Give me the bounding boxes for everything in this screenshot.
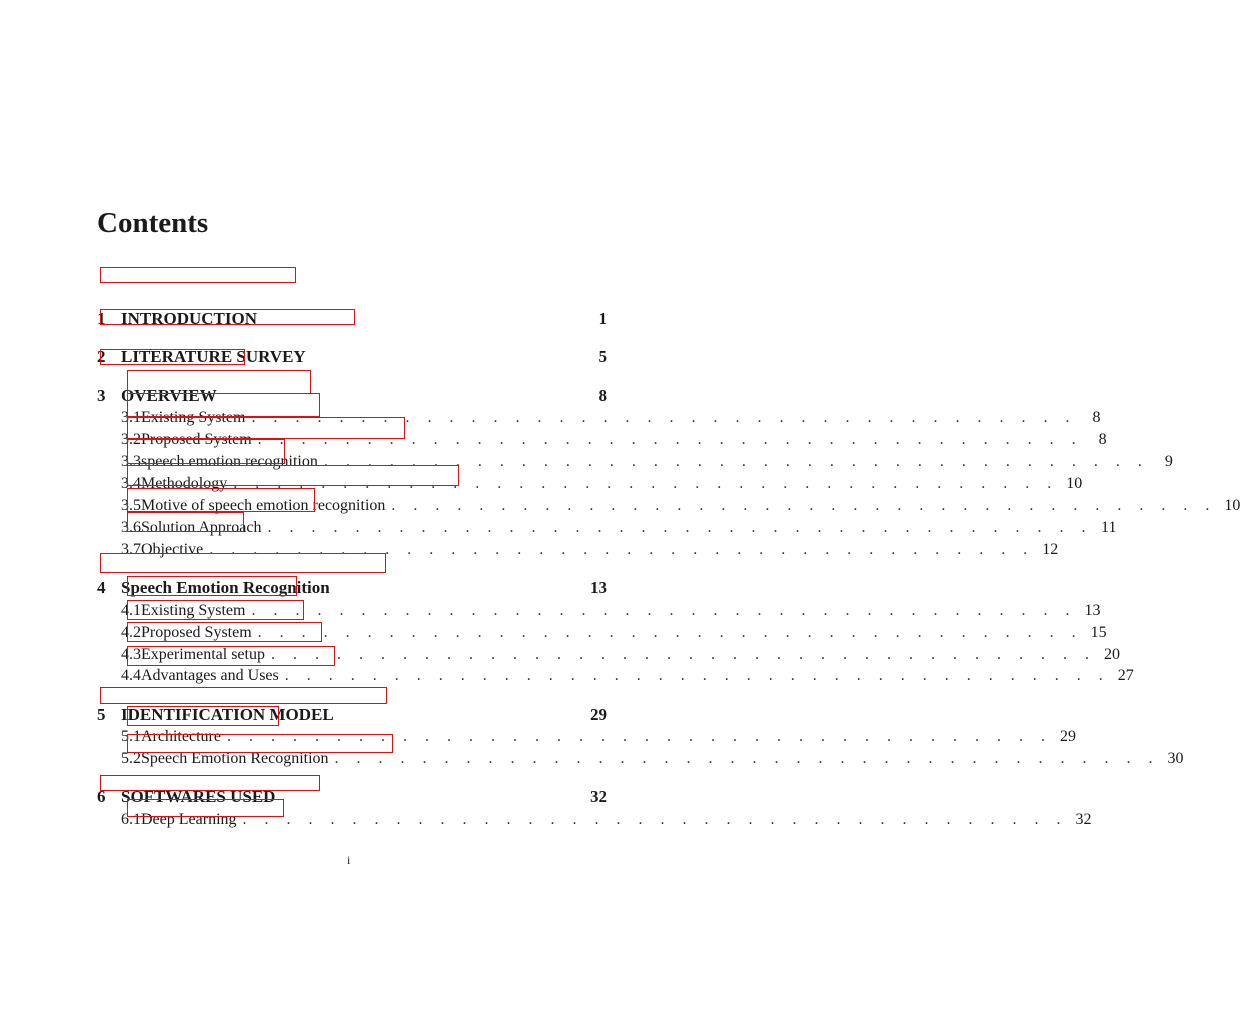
dot-leader: . . . . . . . . . . . . . . . . . . . . . . . . . . . . . . . . . . . . . . (323, 453, 1149, 470)
chapter-number: 3 (97, 386, 106, 405)
chapter-title: LITERATURE SURVEY (121, 347, 306, 366)
annotation-box (127, 734, 393, 753)
section-title: Architecture (141, 728, 221, 745)
annotation-box (100, 553, 386, 573)
dot-leader: . . . . . . . . . . . . . . . . . . . . . . . . . . . . . . . . . . . . . . (391, 497, 1217, 514)
dot-leader: . . . . . . . . . . . . . . . . . . . . . . . . . . . . . . . . . . . . . . (334, 750, 1160, 767)
dot-leader: . . . . . . . . . . . . . . . . . . . . . . . . . . . . . . . . . . . . . . (267, 519, 1093, 536)
page-number: 10 (1224, 497, 1240, 514)
chapter-number: 5 (97, 705, 106, 724)
page-number: 27 (1117, 667, 1134, 684)
annotation-box (100, 775, 320, 791)
section-number: 3.7 (121, 541, 141, 558)
annotation-box (127, 417, 405, 439)
page-number: 32 (1075, 811, 1092, 828)
page-number: 15 (1090, 624, 1107, 641)
section-title: Existing System (141, 602, 246, 619)
annotation-box (100, 687, 387, 704)
annotation-box (127, 512, 244, 532)
section-number: 3.3 (121, 453, 141, 470)
section-number: 3.2 (121, 431, 141, 448)
page-number: 29 (590, 705, 607, 724)
section-title: Deep Learning (141, 811, 237, 828)
dot-leader: . . . . . . . . . . . . . . . . . . . . . . . . . . . . . . . . . . . . . . (233, 475, 1059, 492)
page-number: 13 (1084, 602, 1101, 619)
section-number: 4.1 (121, 602, 141, 619)
annotation-box (127, 393, 320, 417)
section-number: 5.2 (121, 750, 141, 767)
page-number: 29 (1059, 728, 1076, 745)
section-number: 3.5 (121, 497, 141, 514)
footer-page-number: i (347, 853, 351, 867)
page-number: 32 (590, 787, 607, 806)
annotation-box (127, 622, 322, 642)
section-title: Methodology (141, 475, 228, 492)
section-title: Proposed System (141, 431, 252, 448)
page-number: 10 (1066, 475, 1083, 492)
section-number: 3.6 (121, 519, 141, 536)
chapter-title: IDENTIFICATION MODEL (121, 705, 334, 724)
section-title: Speech Emotion Recognition (141, 750, 329, 767)
section-number: 4.4 (121, 667, 141, 684)
dot-leader: . . . . . . . . . . . . . . . . . . . . . . . . . . . . . . . . . . . . . . (226, 728, 1052, 745)
dot-leader: . . . . . . . . . . . . . . . . . . . . . . . . . . . . . . . . . . . . . . (209, 541, 1035, 558)
page-number: 5 (598, 347, 607, 366)
annotation-box (127, 370, 311, 394)
dot-leader: . . . . . . . . . . . . . . . . . . . . . . . . . . . . . . . . . . . . . . (251, 409, 1077, 426)
dot-leader: . . . . . . . . . . . . . . . . . . . . . . . . . . . . . . . . . . . . . . (270, 646, 1096, 663)
dot-leader: . . . . . . . . . . . . . . . . . . . . . . . . . . . . . . . . . . . . . . (242, 811, 1068, 828)
chapter-title: OVERVIEW (121, 386, 217, 405)
page-title: Contents (97, 207, 209, 239)
section-title: speech emotion recognition (141, 453, 318, 470)
section-number: 4.3 (121, 646, 141, 663)
annotation-box (127, 488, 315, 512)
toc-section[interactable] (97, 665, 1134, 687)
chapter-title: SOFTWARES USED (121, 787, 276, 806)
page-number: 12 (1042, 541, 1059, 558)
annotation-box (127, 799, 284, 817)
section-number: 3.1 (121, 409, 141, 426)
chapter-number: 2 (97, 347, 106, 366)
annotation-box (100, 349, 245, 365)
page-number: 13 (590, 578, 607, 597)
section-title: Existing System (141, 409, 246, 426)
section-title: Proposed System (141, 624, 252, 641)
chapter-number: 6 (97, 787, 106, 806)
section-number: 6.1 (121, 811, 141, 828)
page-number: 1 (598, 309, 607, 328)
chapter-title: INTRODUCTION (121, 309, 258, 328)
page-number: 8 (598, 386, 607, 405)
annotation-box (127, 439, 285, 464)
section-title: Motive of speech emotion recognition (141, 497, 386, 514)
page-number: 20 (1103, 646, 1120, 663)
section-number: 4.2 (121, 624, 141, 641)
annotation-box (100, 267, 296, 283)
page-number: 8 (1098, 431, 1107, 448)
annotation-box (127, 465, 459, 486)
section-title: Solution Approach (141, 519, 262, 536)
dot-leader: . . . . . . . . . . . . . . . . . . . . . . . . . . . . . . . . . . . . . . (257, 624, 1083, 641)
dot-leader: . . . . . . . . . . . . . . . . . . . . . . . . . . . . . . . . . . . . . . (251, 602, 1077, 619)
dot-leader: . . . . . . . . . . . . . . . . . . . . . . . . . . . . . . . . . . . . . . (284, 667, 1110, 684)
page-number: 30 (1167, 750, 1184, 767)
chapter-number: 1 (97, 309, 106, 328)
annotation-box (100, 309, 355, 325)
section-title: Advantages and Uses (141, 667, 279, 684)
section-title: Objective (141, 541, 204, 558)
annotation-box (127, 706, 279, 726)
page-number: 9 (1164, 453, 1173, 470)
section-number: 5.1 (121, 728, 141, 745)
annotation-box (127, 600, 304, 620)
chapter-number: 4 (97, 578, 106, 597)
section-title: Experimental setup (141, 646, 265, 663)
annotation-box (127, 646, 335, 666)
page-number: 11 (1101, 519, 1117, 536)
chapter-title: Speech Emotion Recognition (121, 578, 330, 597)
dot-leader: . . . . . . . . . . . . . . . . . . . . . . . . . . . . . . . . . . . . . . (257, 431, 1083, 448)
annotation-box (127, 576, 297, 596)
section-number: 3.4 (121, 475, 141, 492)
page-number: 8 (1092, 409, 1101, 426)
